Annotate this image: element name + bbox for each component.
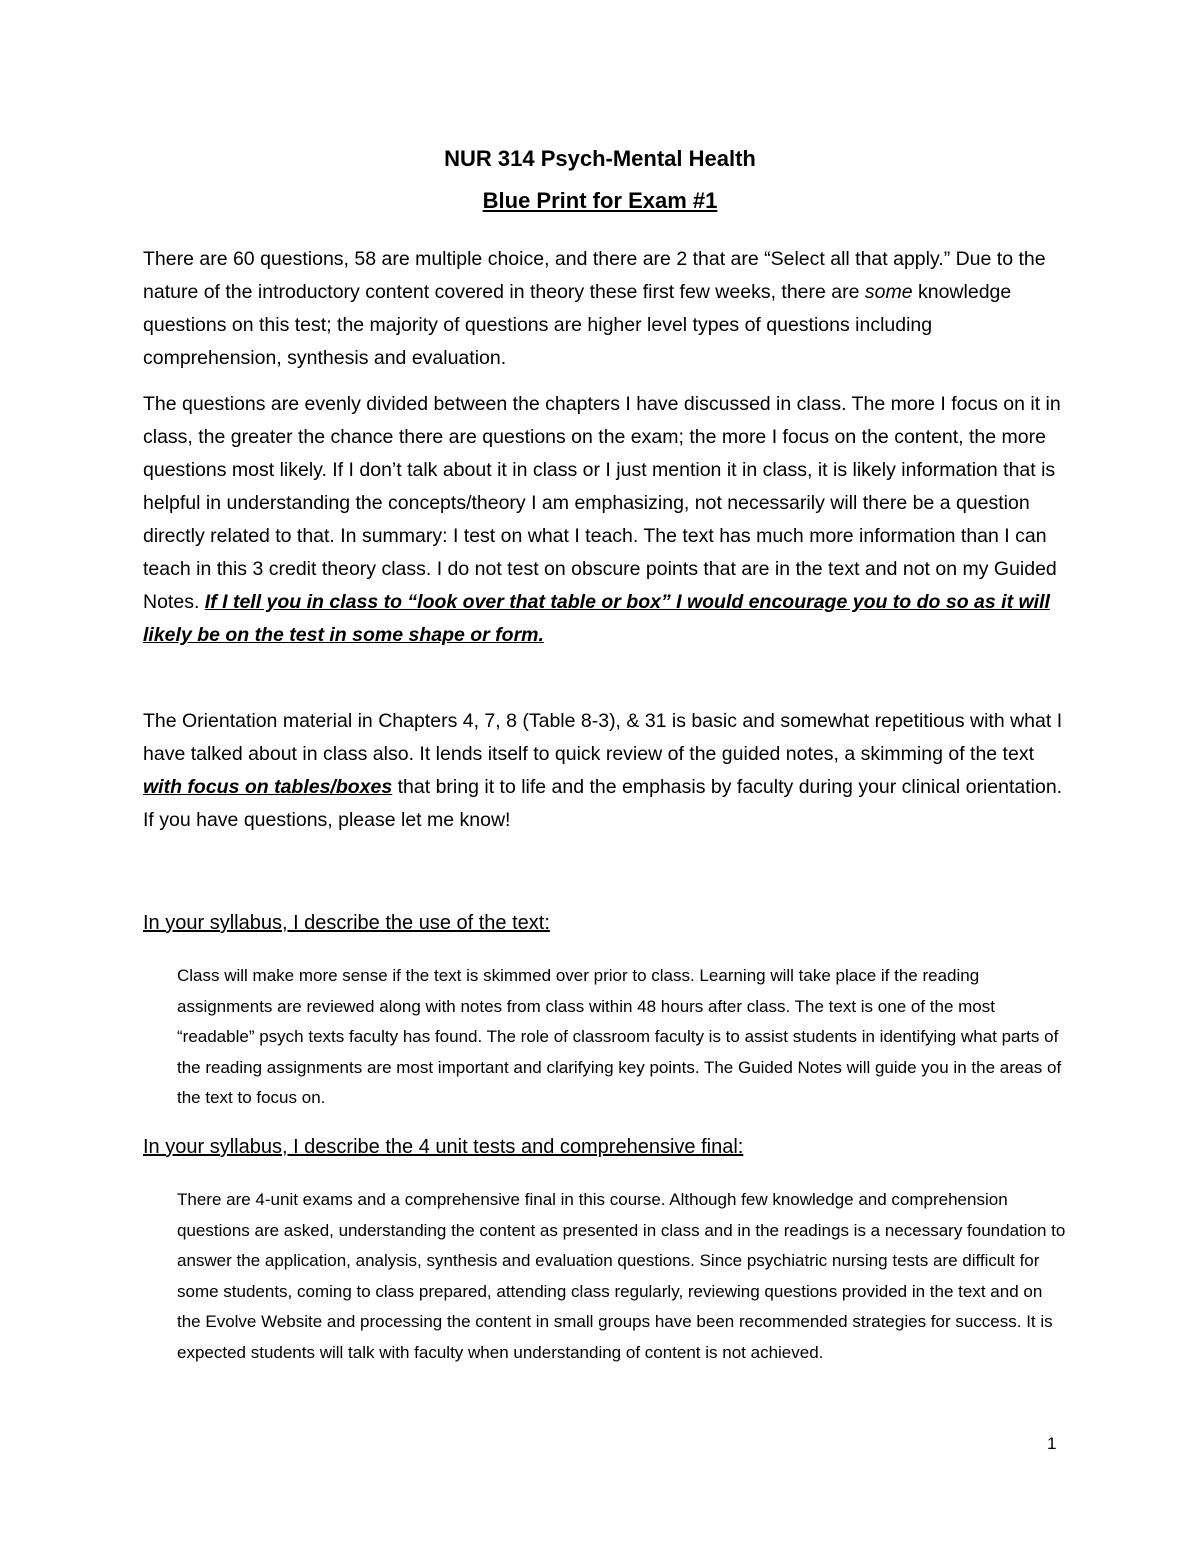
intro-italic-text: some	[864, 281, 913, 303]
syllabus-tests-heading: In your syllabus, I describe the 4 unit tests and comprehensive final:	[143, 1136, 744, 1158]
page-number: 1	[1047, 1434, 1057, 1453]
intro-paragraph	[143, 243, 1063, 375]
questions-text: The questions are evenly divided between the chapters I have discussed in class. The more I focus on it in class, the greater the chance there are questions on the exam; the more I focus on the content, the more questions most likely. If I don’t talk about it in class or I just mention it in class, it is likely information that is helpful in understanding the concepts/theory I am emphasizing, not necessarily will there be a question directly related to that. In summary: I test on what I teach. The text has much more information than I can teach in this 3 credit theory class. I do not test on obscure points that are in the text and not on my Guided Notes.	[143, 393, 1061, 613]
subtitle-text: Blue Print for Exam #1	[482, 188, 718, 213]
questions-paragraph	[143, 388, 1063, 652]
questions-emphasis: If I tell you in class to “look over that table or box” I would encourage you to do so as it will likely be on the test in some shape or form.	[143, 591, 1050, 646]
intro-text-2: knowledge questions on this test; the majority of questions are higher level types of questions including comprehension, synthesis and evaluation.	[143, 281, 1012, 369]
syllabus-tests-body: There are 4-unit exams and a comprehensive final in this course. Although few knowledge and comprehension questions are asked, understanding the content as presented in class and in the readings is a necessary foundation to answer the application, analysis, synthesis and evaluation questions. Since psychiatric nursing tests are difficult for some students, coming to class prepared, attending class regularly, reviewing questions provided in the text and on the Evolve Website and processing the content in small groups have been recommended strategies for success. It is expected students will talk with faculty when understanding of content is not achieved.	[177, 1190, 1066, 1362]
orientation-emphasis: with focus on tables/boxes	[143, 776, 393, 798]
document-subtitle	[0, 188, 1200, 214]
orientation-text-1: The Orientation material in Chapters 4, 7, 8 (Table 8-3), & 31 is basic and somewhat repetitious with what I have talked about in class also. It lends itself to quick review of the guided notes, a skimming of the text	[143, 710, 1063, 765]
syllabus-text-heading: In your syllabus, I describe the use of the text:	[143, 912, 550, 934]
orientation-text-2: that bring it to life and the emphasis by faculty during your clinical orientation. If you have questions, please let me know!	[143, 776, 1063, 831]
document-title: NUR 314 Psych-Mental Health	[444, 146, 756, 171]
syllabus-text-body: Class will make more sense if the text is skimmed over prior to class. Learning will take place if the reading assignments are reviewed along with notes from class within 48 hours after class. The text is one of the most “readable” psych texts faculty has found. The role of classroom faculty is to assist students in identifying what parts of the reading assignments are most important and clarifying key points. The Guided Notes will guide you in the areas of the text to focus on.	[177, 966, 1062, 1107]
orientation-paragraph	[143, 705, 1063, 837]
intro-text-1: There are 60 questions, 58 are multiple choice, and there are 2 that are “Select all that apply.” Due to the nature of the introductory content covered in theory these first few weeks, there are	[143, 248, 1046, 303]
